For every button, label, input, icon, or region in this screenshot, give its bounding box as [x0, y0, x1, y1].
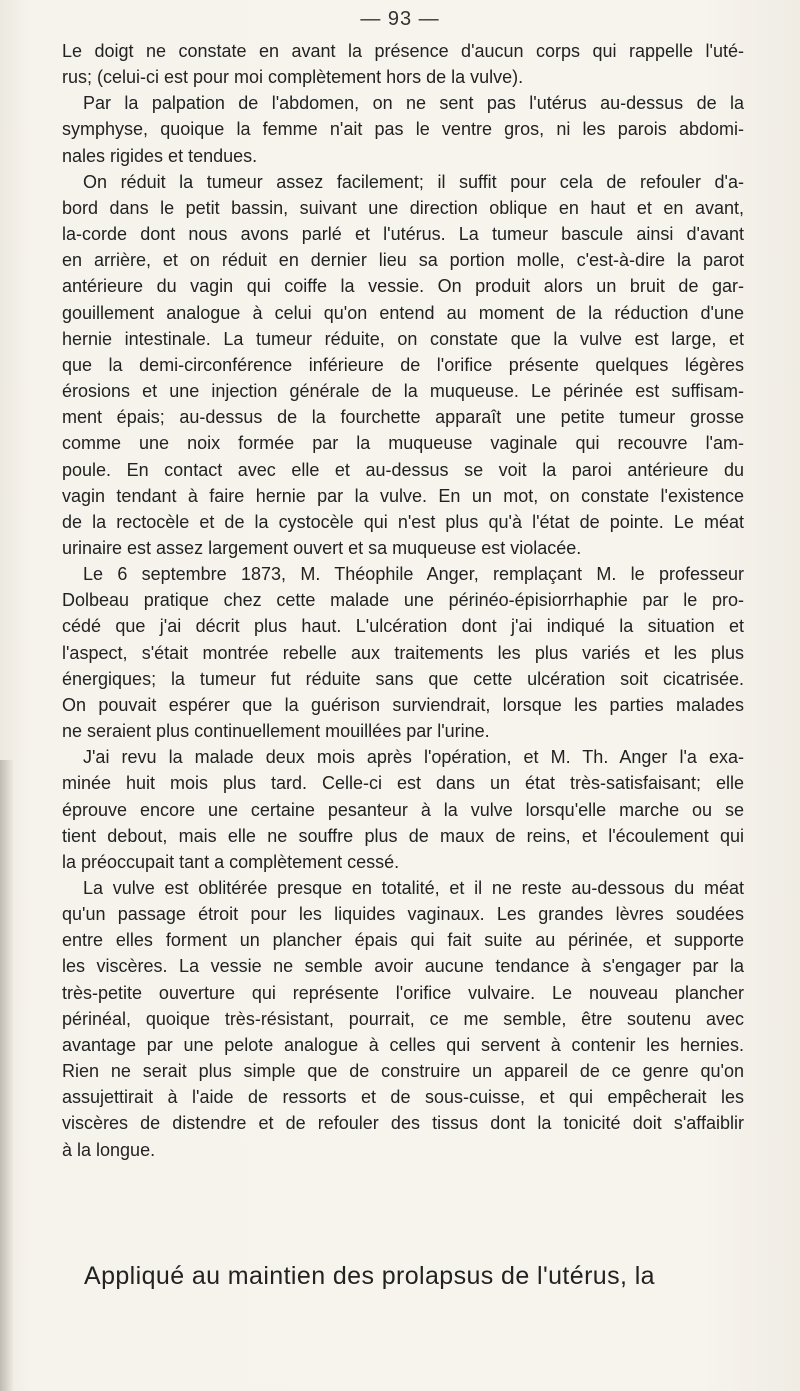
text-line: les viscères. La vessie ne semble avoir aucune tendance à s'engager par la	[62, 956, 744, 977]
closing-line: Appliqué au maintien des prolapsus de l'utérus, la	[84, 1262, 655, 1290]
text-line: comme une noix formée par la muqueuse vaginale qui recouvre l'am-	[62, 433, 744, 454]
text-line: que la demi-circonférence inférieure de l'orifice présente quelques légères	[62, 354, 744, 375]
text-line: viscères de distendre et de refouler des tissus dont la tonicité doit s'affaiblir	[62, 1113, 744, 1134]
text-line: antérieure du vagin qui coiffe la vessie. On produit alors un bruit de gar-	[62, 276, 744, 297]
text-line: Le doigt ne constate en avant la présence d'aucun corps qui rappelle l'uté-	[62, 41, 744, 61]
text-line: qu'un passage étroit pour les liquides vaginaux. Les grandes lèvres soudées	[62, 904, 744, 925]
text-line: à la longue.	[62, 1139, 156, 1160]
text-line: périnéal, quoique très-résistant, pourrait, ce me semble, être soutenu avec	[62, 1008, 744, 1029]
text-line: très-petite ouverture qui représente l'orifice vulvaire. Le nouveau plancher	[62, 982, 744, 1003]
text-line: érosions et une injection générale de la muqueuse. Le périnée est suffisam-	[62, 381, 744, 402]
text-line: bord dans le petit bassin, suivant une direction oblique en haut et en avant,	[62, 197, 744, 218]
text-line: assujettirait à l'aide de ressorts et de sous-cuisse, et qui empêcherait les	[62, 1087, 744, 1108]
text-line: On réduit la tumeur assez facilement; il suffit pour cela de refouler d'a-	[83, 171, 744, 192]
text-line: énergiques; la tumeur fut réduite sans que cette ulcération soit cicatrisée.	[62, 668, 744, 689]
text-line: vagin tendant à faire hernie par la vulve. En un mot, on constate l'existence	[62, 485, 744, 506]
text-line: tient debout, mais elle ne souffre plus de maux de reins, et l'écoulement qui	[62, 825, 744, 846]
binding-shadow	[0, 760, 14, 1391]
text-line: éprouve encore une certaine pesanteur à la vulve lorsqu'elle marche ou se	[62, 799, 744, 820]
text-line: rus; (celui-ci est pour moi complètement hors de la vulve).	[62, 67, 524, 88]
text-line: la-corde dont nous avons parlé et l'utérus. La tumeur bascule ainsi d'avant	[62, 224, 744, 245]
text-line: On pouvait espérer que la guérison surviendrait, lorsque les parties malades	[62, 694, 744, 715]
text-line: minée huit mois plus tard. Celle-ci est dans un état très-satisfaisant; elle	[62, 773, 744, 794]
text-line: l'aspect, s'était montrée rebelle aux traitements les plus variés et les plus	[62, 642, 744, 663]
text-line: hernie intestinale. La tumeur réduite, on constate que la vulve est large, et	[62, 328, 744, 349]
text-line: en arrière, et on réduit en dernier lieu sa portion molle, c'est-à-dire la parot	[62, 250, 744, 271]
text-line: Rien ne serait plus simple que de construire un appareil de ce genre qu'on	[62, 1061, 744, 1082]
text-line: J'ai revu la malade deux mois après l'opération, et M. Th. Anger l'a exa-	[83, 747, 744, 768]
text-line: cédé que j'ai décrit plus haut. L'ulcération dont j'ai indiqué la situation et	[62, 616, 744, 637]
text-line: la préoccupait tant a complètement cessé.	[62, 851, 400, 872]
text-line: Le 6 septembre 1873, M. Théophile Anger, remplaçant M. le professeur	[83, 564, 744, 585]
text-line: ment épais; au-dessus de la fourchette apparaît une petite tumeur grosse	[62, 407, 744, 428]
text-line: gouillement analogue à celui qu'on entend au moment de la réduction d'une	[62, 302, 744, 323]
text-line: de la rectocèle et de la cystocèle qui n'est plus qu'à l'état de pointe. Le méat	[62, 511, 744, 532]
text-line: poule. En contact avec elle et au-dessus se voit la paroi antérieure du	[62, 459, 744, 480]
page-number: — 93 —	[360, 8, 440, 30]
text-line: Par la palpation de l'abdomen, on ne sent pas l'utérus au-dessus de la	[83, 93, 744, 114]
text-line: avantage par une pelote analogue à celles qui servent à contenir les hernies.	[62, 1034, 744, 1055]
body-text	[62, 38, 744, 1163]
text-line: entre elles forment un plancher épais qui fait suite au périnée, et supporte	[62, 930, 744, 951]
text-line: urinaire est assez largement ouvert et sa muqueuse est violacée.	[62, 537, 582, 558]
text-line: La vulve est oblitérée presque en totalité, et il ne reste au-dessous du méat	[83, 878, 744, 898]
text-line: nales rigides et tendues.	[62, 145, 258, 166]
text-line: ne seraient plus continuellement mouillées par l'urine.	[62, 721, 490, 742]
text-line: Dolbeau pratique chez cette malade une périnéo-épisiorrhaphie par le pro-	[62, 590, 744, 611]
text-line: symphyse, quoique la femme n'ait pas le ventre gros, ni les parois abdomi-	[62, 119, 744, 140]
